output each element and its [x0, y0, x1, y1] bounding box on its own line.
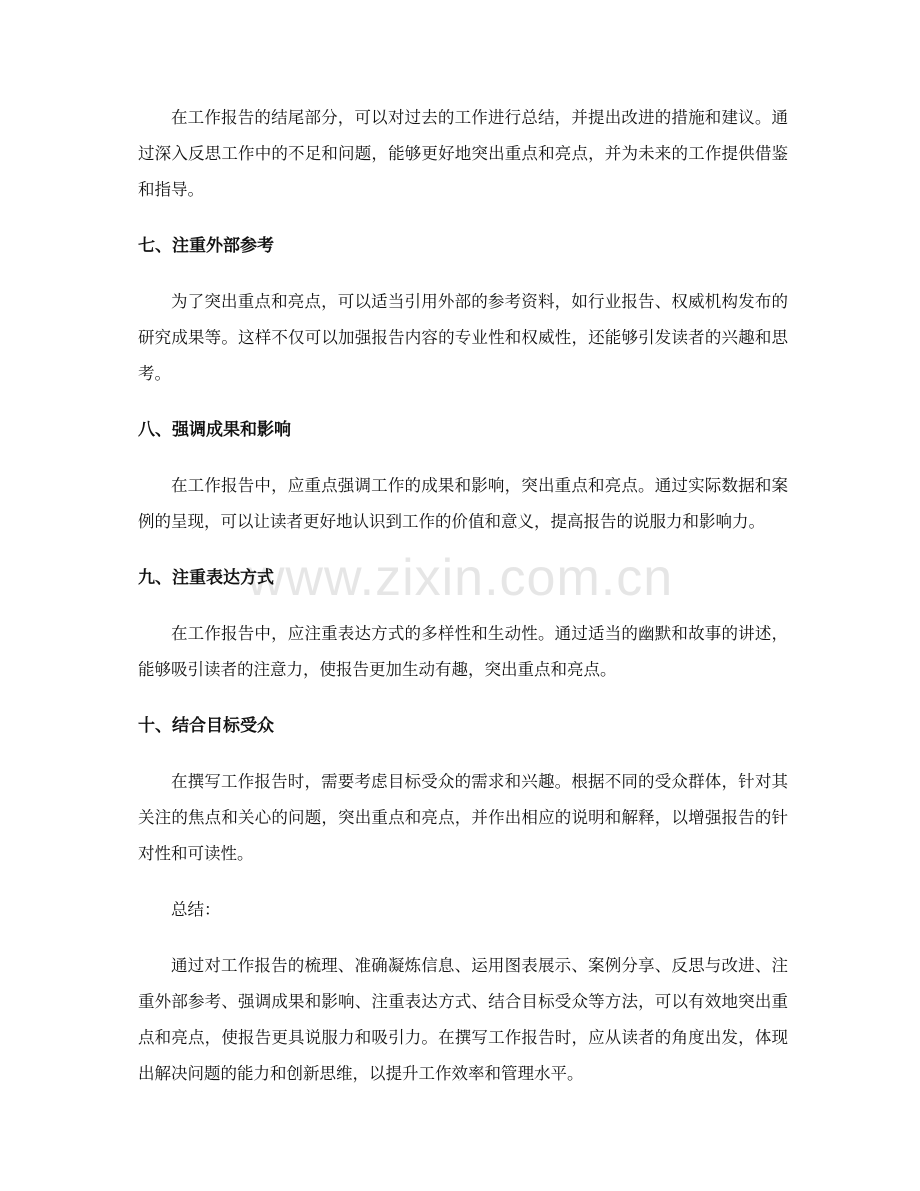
spacer — [138, 392, 788, 412]
spacer — [138, 872, 788, 892]
section-heading-8: 八、强调成果和影响 — [138, 420, 291, 440]
section-body-9: 在工作报告中，应注重表达方式的多样性和生动性。通过适当的幽默和故事的讲述，能够吸引读者的注意力，使报告更加生动有趣，突出重点和亮点。 — [138, 624, 788, 679]
section-body-10: 在撰写工作报告时，需要考虑目标受众的需求和兴趣。根据不同的受众群体，针对其关注的焦点和关心的问题，突出重点和亮点，并作出相应的说明和解释，以增强报告的针对性和可读性。 — [138, 772, 788, 863]
spacer — [138, 264, 788, 284]
watermark: www.zixin.com.cn — [246, 549, 674, 607]
spacer — [138, 448, 788, 468]
spacer — [138, 744, 788, 764]
intro-paragraph: 在工作报告的结尾部分，可以对过去的工作进行总结，并提出改进的措施和建议。通过深入反思工作中的不足和问题，能够更好地突出重点和亮点，并为未来的工作提供借鉴和指导。 — [138, 108, 788, 199]
section-heading-7: 七、注重外部参考 — [138, 236, 274, 256]
section-heading-10: 十、结合目标受众 — [138, 716, 274, 736]
spacer — [138, 928, 788, 948]
section-heading-9: 九、注重表达方式 — [138, 568, 274, 588]
summary-label: 总结： — [171, 900, 221, 919]
spacer — [138, 540, 788, 560]
spacer — [138, 596, 788, 616]
section-body-8: 在工作报告中，应重点强调工作的成果和影响，突出重点和亮点。通过实际数据和案例的呈现，可以让读者更好地认识到工作的价值和意义，提高报告的说服力和影响力。 — [138, 476, 788, 531]
spacer — [138, 208, 788, 228]
section-body-7: 为了突出重点和亮点，可以适当引用外部的参考资料，如行业报告、权威机构发布的研究成果等。这样不仅可以加强报告内容的专业性和权威性，还能够引发读者的兴趣和思考。 — [138, 292, 788, 383]
spacer — [138, 688, 788, 708]
summary-body: 通过对工作报告的梳理、准确凝炼信息、运用图表展示、案例分享、反思与改进、注重外部参考、强调成果和影响、注重表达方式、结合目标受众等方法，可以有效地突出重点和亮点，使报告更具说服力和吸引力。在撰写工作报告时，应从读者的角度出发，体现出解决问题的能力和创新思维，以提升工作效率和管理水平。 — [138, 956, 788, 1083]
document-page — [138, 100, 788, 1092]
